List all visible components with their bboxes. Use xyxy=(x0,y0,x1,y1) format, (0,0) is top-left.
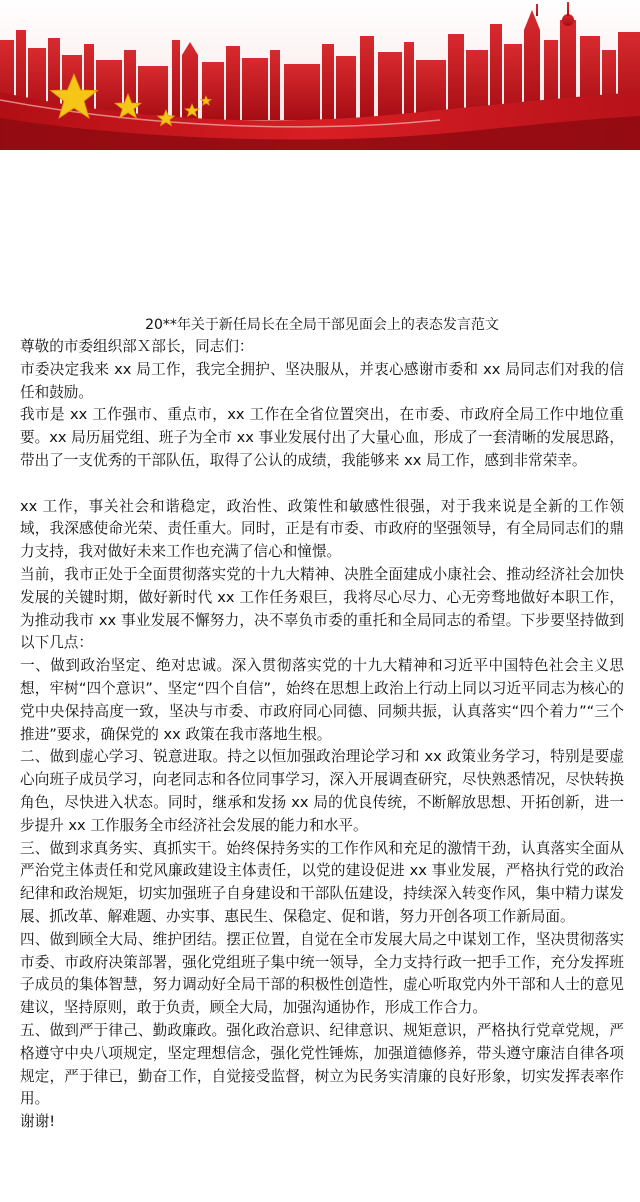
paragraph-point-3: 三、做到求真务实、真抓实干。始终保持务实的工作作风和充足的激情干劲，认真落实全面从严治党主体责任和党风廉政建设主体责任，以党的建设促进 xx 事业发展，严格执行党的政治纪律和政治规矩，切实加强班子自身建设和干部队伍建设，持续深入转变作风，集中精力谋发展、抓改革、解难题、办实事、惠民生、保稳定、促和谐，努力开创各项工作新局面。 xyxy=(20,839,624,925)
header-banner xyxy=(0,0,640,150)
salutation: 尊敬的市委组织部Ｘ部长，同志们： xyxy=(20,338,254,355)
paragraph-point-2: 二、做到虚心学习、锐意进取。持之以恒加强政治理论学习和 xx 政策业务学习，特别是要虚心向班子成员学习，向老同志和各位同事学习，深入开展调查研究，尽快熟悉情况，尽快转换角色，尽快进入状态。同时，继承和发扬 xx 局的优良传统，不断解放思想、开拓创新，进一步提升 xx 工作服务全市经济社会发展的能力和水平。 xyxy=(20,748,624,834)
paragraph: 当前，我市正处于全面贯彻落实党的十九大精神、决胜全面建成小康社会、推动经济社会加快发展的关键时期，做好新时代 xx 工作任务艰巨，我将尽心尽力、心无旁骛地做好本职工作，为推动我市 xx 事业发展不懈努力，决不辜负市委的重托和全局同志的希望。下步要坚持做到以下几点： xyxy=(20,565,624,652)
paragraph: xx 工作，事关社会和谐稳定，政治性、政策性和敏感性很强，对于我来说是全新的工作领域，我深感使命光荣、责任重大。同时，正是有市委、市政府的坚强领导，有全局同志们的鼎力支持，我对做好未来工作也充满了信心和憧憬。 xyxy=(20,497,624,561)
document-body xyxy=(20,316,624,1134)
city-skyline-illustration xyxy=(0,0,640,150)
paragraph: 市委决定我来 xx 局工作，我完全拥护、坚决服从，并衷心感谢市委和 xx 局同志们对我的信任和鼓励。 xyxy=(20,360,624,401)
closing-thanks: 谢谢! xyxy=(20,1113,56,1131)
document-title: 20**年关于新任局长在全局干部见面会上的表态发言范文 xyxy=(145,317,499,333)
paragraph-point-5: 五、做到严于律己、勤政廉政。强化政治意识、纪律意识、规矩意识，严格执行党章党规，严格遵守中央八项规定，坚定理想信念，强化党性锤炼，加强道德修养，带头遵守廉洁自律各项规定，严于律已，勤奋工作，自觉接受监督，树立为民务实清廉的良好形象，切实发挥表率作用。 xyxy=(20,1021,624,1108)
paragraph: 我市是 xx 工作强市、重点市，xx 工作在全省位置突出，在市委、市政府全局工作中地位重要。xx 局历届党组、班子为全市 xx 事业发展付出了大量心血，形成了一套清晰的发展思路，带出了一支优秀的干部队伍，取得了公认的成绩，我能够来 xx 局工作，感到非常荣幸。 xyxy=(20,406,624,469)
paragraph-point-1: 一、做到政治坚定、绝对忠诚。深入贯彻落实党的十九大精神和习近平中国特色社会主义思想，牢树“四个意识”、坚定“四个自信”，始终在思想上政治上行动上同以习近平同志为核心的党中央保持高度一致，坚决与市委、市政府同心同德、同频共振，认真落实“四个着力”“三个推进”要求，确保党的 xx 政策在我市落地生根。 xyxy=(20,657,624,743)
paragraph-point-4: 四、做到顾全大局、维护团结。摆正位置，自觉在全市发展大局之中谋划工作，坚决贯彻落实市委、市政府决策部署，强化党组班子集中统一领导，全力支持行政一把手工作，充分发挥班子成员的集体智慧，努力调动好全局干部的积极性创造性，虚心听取党内外干部和人士的意见建议，坚持原则，敢于负责，顾全大局，加强沟通协作，形成工作合力。 xyxy=(20,930,624,1017)
